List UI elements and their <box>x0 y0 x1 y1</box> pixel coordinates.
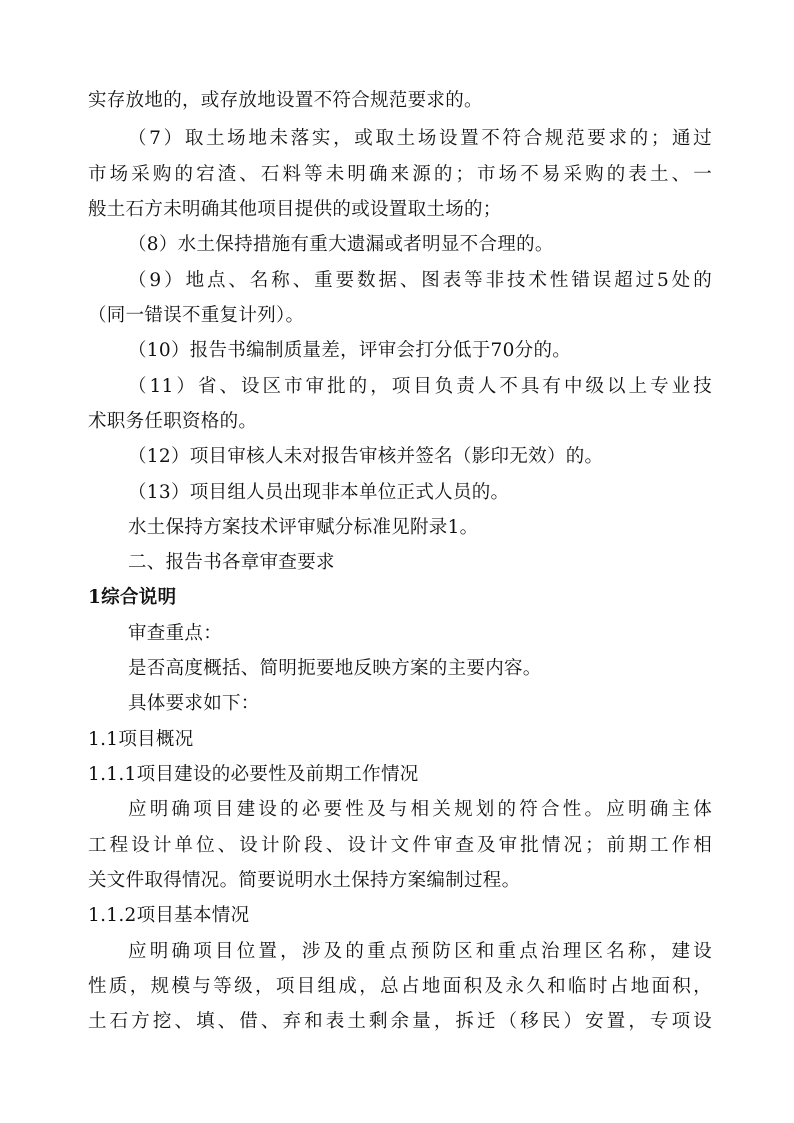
text-line-3: 市场采购的宕渣、石料等未明确来源的；市场不易采购的表土、一 <box>88 164 712 185</box>
text-line-16: 审查重点： <box>128 623 223 644</box>
text-line-2: （7）取土场地未落实，或取土场设置不符合规范要求的；通过 <box>128 128 712 149</box>
text-line-1: 实存放地的，或存放地设置不符合规范要求的。 <box>88 90 483 111</box>
text-line-7: （同一错误不重复计列）。 <box>88 305 305 326</box>
heading-1-1: 1.1项目概况 <box>88 729 194 750</box>
text-line-25: 应明确项目位置，涉及的重点预防区和重点治理区名称，建设 <box>128 941 712 962</box>
text-line-6: （9）地点、名称、重要数据、图表等非技术性错误超过5处的 <box>128 270 712 291</box>
text-line-5: （8）水土保持措施有重大遗漏或者明显不合理的。 <box>128 234 554 255</box>
text-line-17: 是否高度概括、简明扼要地反映方案的主要内容。 <box>128 658 542 679</box>
text-line-4: 般土石方未明确其他项目提供的或设置取土场的； <box>88 199 502 220</box>
text-line-18: 具体要求如下： <box>128 693 260 714</box>
section-heading-2: 二、报告书各章审查要求 <box>128 552 335 573</box>
text-line-23: 关文件取得情况。简要说明水土保持方案编制过程。 <box>88 870 521 891</box>
heading-1-1-1: 1.1.1项目建设的必要性及前期工作情况 <box>88 764 419 785</box>
text-line-8: （10）报告书编制质量差，评审会打分低于70分的。 <box>128 340 572 361</box>
text-line-22: 工程设计单位、设计阶段、设计文件审查及审批情况；前期工作相 <box>88 835 712 856</box>
text-line-26: 性质，规模与等级，项目组成，总占地面积及永久和临时占地面积， <box>88 976 712 997</box>
text-line-21: 应明确项目建设的必要性及与相关规划的符合性。应明确主体 <box>128 799 712 820</box>
text-line-12: （13）项目组人员出现非本单位正式人员的。 <box>128 482 510 503</box>
text-line-27: 土石方挖、填、借、弃和表土剩余量，拆迁（移民）安置，专项设 <box>88 1011 712 1032</box>
text-line-13: 水土保持方案技术评审赋分标准见附录1。 <box>128 517 479 538</box>
heading-1-summary: 1综合说明 <box>88 587 177 608</box>
text-line-9: （11）省、设区市审批的，项目负责人不具有中级以上专业技 <box>128 376 712 397</box>
text-line-10: 术职务任职资格的。 <box>88 411 258 432</box>
text-line-11: （12）项目审核人未对报告审核并签名（影印无效）的。 <box>128 446 604 467</box>
heading-1-1-2: 1.1.2项目基本情况 <box>88 905 250 926</box>
